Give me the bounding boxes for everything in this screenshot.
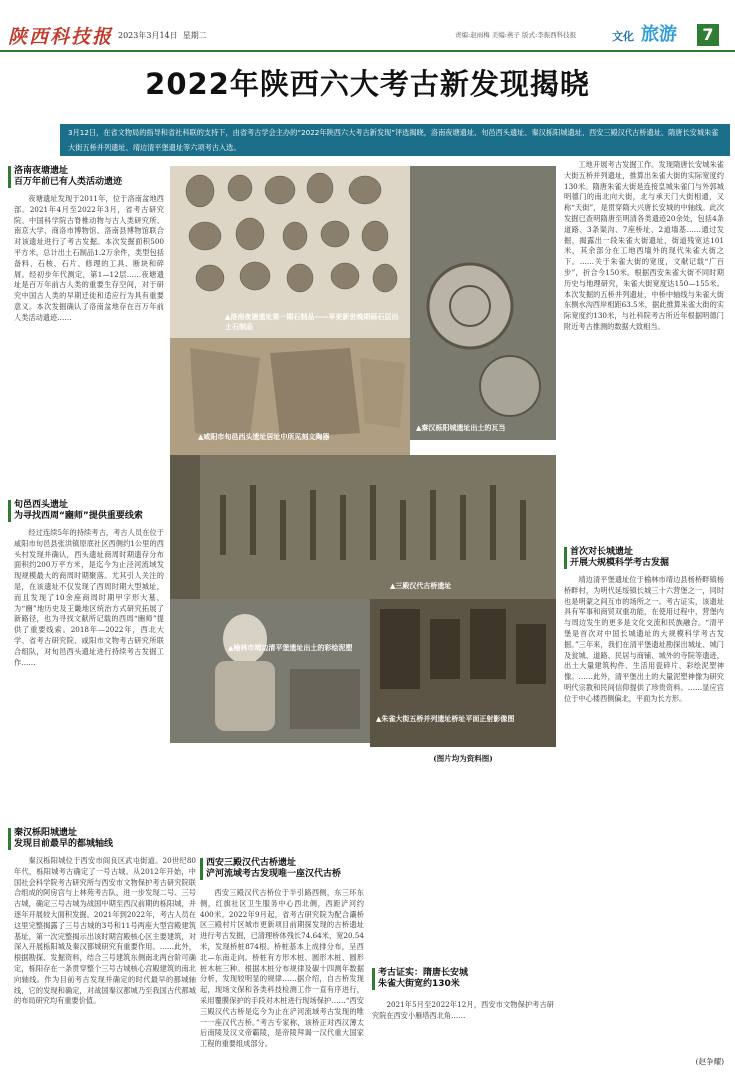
section-title: 西安三殿汉代古桥遗址 — [206, 858, 297, 868]
intro-box: 3月12日，在省文物局的指导和省社科联的支持下，由省考古学会主办的“2022年陕西六大考古新发现”评选揭晓，洛南夜塘遗址、旬邑西头遗址、秦汉栎阳城遗址、西安三殿汉代古桥遗址、隋唐长安城朱雀大街五桥并列遗址、靖边清平堡遗址等六项考古入选。 — [60, 124, 730, 156]
section-subtitle: 百万年前已有人类活动遗迹 — [14, 177, 123, 187]
section-body-qingpingbao: 靖边清平堡遗址位于榆林市靖边县杨桥畔镇杨桥畔村，为明代延绥镇长城三十六营堡之一，同时也是明蒙之间互市的场所之一。考古证实，该遗址具有军事和商贸双重功能，在使用过程中，营堡内与周边发生的更多是文化交流和民族融合。“清平堡是首次对中国长城遗址的大规模科学考古发掘。”三年来，我们在清平堡遗址勘探出城址、城门及瓮城、道路、民居与商铺、城外的寺院等遗迹，出土大量建筑构件、生活用瓷碎片、彩绘泥塑神像。……此外，清平堡出土的大量泥塑神像为研究明代宗教和民间信仰提供了珍贵资料。……显应宫位于中心楼西侧偏北，平面为长方形。 — [564, 575, 724, 703]
section-title: 首次对长城遗址 — [570, 547, 634, 557]
bridge-illustration — [200, 455, 556, 599]
photo-edge — [170, 455, 200, 599]
photo-stone-tools — [170, 166, 410, 338]
dateline — [118, 30, 207, 41]
section-marker — [564, 547, 567, 569]
section-yueyang — [14, 828, 196, 1061]
section-sandian — [206, 858, 366, 880]
header-divider — [0, 50, 735, 52]
byline: (赵争耀) — [695, 1057, 724, 1066]
section-marker — [372, 968, 375, 990]
section-marker — [8, 828, 11, 850]
section-body-sandian: 西安三殿汉代古桥位于半引路西侧，东三环东侧，红旗社区卫生服务中心西北侧，西距浐河约400米。2022年9月起，省考古研究院为配合灞桥区三殿村片区城市更新项目前期探发现的古桥遗址进行考古发掘，已清理桥体残长74.64米，宽20.54米，发现桥桩874根。桥桩基本上成排分布，呈西北—东南走向。桥桩有方形木桩、圆形木桩、圆形桩木桩三种。根据木桩分布规律及碳十四测年数据分析，发现较明显的规律……据介绍，自古桥发现起，现场文保和各类科技检测工作一直有序进行，采用覆膜保护的手段对木桩进行现场保护……“西安三殿汉代古桥是迄今为止在浐河流域考古发现的唯一一座汉代古桥。”考古专家称，该桥正对西汉薄太后南陵及汉文帝霸陵，是帝陵拜谒一汉代重大国家工程的重要组成部分。 — [200, 888, 364, 1049]
editors: 责编:赵雨梅 美编:燕子 版式:李振西科技报 — [455, 31, 577, 39]
section-zhuque — [378, 968, 554, 990]
section-body: 经过连续5年的持续考古，考古人员在位于咸阳市旬邑县张洪镇原底社区西侧约1公里的西头村发现并确认，西头遗址商周时期遗存分布面积约200万平方米，是迄今为止泾河流域发现规模最大的商周时期聚落。尤其引人关注的是，在该遗址不仅发现了西周时期大型城址，而且发现了10余座商周时期甲字形大墓，为“豳”地历史及王畿地区统治方式研究拓展了新路径，也为寻找文献所记载的西周“豳师”提供了重要线索。2018年—2022年，西北大学、省考古研究院、咸阳市文物考古研究所联合组队，对旬邑西头遗址进行持续考古发掘工作…… — [14, 528, 164, 667]
section-title: 考古证实：隋唐长安城 — [378, 968, 469, 978]
section-marker — [200, 858, 203, 880]
caption-statue-wrap — [170, 599, 370, 743]
date: 2023年3月14日 — [118, 31, 178, 40]
section-title: 洛南夜塘遗址 — [14, 166, 69, 176]
zhuque-continued: 工地开展考古发掘工作。发现隋唐长安城朱雀大街五桥并列遗址，推算出朱雀大街的实际宽度约130米。隋唐朱雀大街是连接皇城朱雀门与外郭城明德门的南北向大街，北与承天门大街相通，又称“天街”，是贯穿隋大兴唐长安城的中轴线。此次发掘已查明隋唐至明清各类遗迹20余处，包括4条道路、3条渠沟、7座桥址、2道墙基……通过发掘，揭露出一段朱雀大街遗址，街道残宽达101米，其余部分在工地西墙外的现代朱雀大街之下。……关于朱雀大街的宽度，文献记载“广百步”，折合今150米。根据西安朱雀大街不同时期历史与地理研究，朱雀大街宽度达150—155米。本次发掘的五桥并列遗址，中桥中轴线与朱雀大街东侧水沟西岸相距63.5米，据此推算朱雀大街的实际宽度约130米，与社科院考古所近年根据明德门附近考古推测的数据大致相当。 — [564, 160, 724, 331]
section-body: 秦汉栎阳城位于西安市阎良区武屯街道。20世纪80年代，栎阳城考古确定了一号古城。从2012年开始，中国社会科学院考古研究所与西安市文物保护考古研究院联合组成的阿房宫与上林苑考古队，进一步发现二号、三号古城，确定三号古城为战国中期至西汉前期的栎阳城，并逐年开展较大面积发掘。2021年到2022年，考古人员在这里完整揭露了三号古城的3号和11号两座大型宫殿建筑基址，第一次完整揭示出该时期宫殿核心区主要建筑，对深入开展栎阳城及秦汉都城研究有重要作用。……此外，根据勘探、发掘资料，结合三号建筑东侧南北两台阶可确定，栎阳存在一条贯穿整个三号古城核心宫殿建筑的南北向轴线。作为目前考古发现并确定的时代最早的都城轴线，它的发现和确定，对战国秦汉都城乃至我国古代都城的布局研究均有重要价值。 — [14, 856, 196, 1006]
section-tour: 旅游 — [641, 24, 677, 45]
section-luonan — [14, 166, 164, 502]
photo-bridge — [200, 455, 556, 599]
section-subtitle: 开展大规模科学考古发掘 — [570, 558, 670, 568]
caption-bridge: ▲三殿汉代古桥遗址 — [390, 581, 452, 590]
section-marker — [8, 500, 11, 522]
section-xunyi — [14, 500, 164, 798]
yueyang-continued — [200, 770, 364, 840]
section-subtitle: 浐河流域考古发现唯一座汉代古桥 — [206, 869, 342, 879]
section-subtitle: 朱雀大街宽约130米 — [378, 979, 460, 989]
page-number: 7 — [697, 24, 719, 46]
caption-street: ▲朱雀大街五桥并列遗址桥址平面正射影像图 — [376, 714, 515, 723]
section-body: 夜塘遗址发现于2011年，位于洛南盆地西部。2021年4月至2022年3月，省考古研究院、中国科学院古脊椎动物与古人类研究所、南京大学、商洛市博物馆、洛南县博物馆联合对该遗址进行了考古发掘。本次发掘面积500平方米，总计出土石制品1.2万余件，类型包括备料、石核、石片、修理的工具、断块和碎屑。经初步年代测定，第1—12层……夜塘遗址是百万年前古人类的重要生存空间，对于研究中国古人类的早期迁徙和适应行为具有重要意义。本次发掘确认了洛南盆地存在百万年前人类活动遗迹…… — [14, 194, 164, 322]
section-culture: 文化 — [612, 30, 634, 43]
photo-street — [370, 599, 556, 747]
weekday: 星期二 — [182, 31, 207, 40]
section-subtitle: 发现目前最早的都城轴线 — [14, 839, 114, 849]
masthead: 陕西科技报 — [8, 26, 114, 48]
photo-credit: (图片均为资料图) — [433, 754, 493, 763]
street-illustration — [370, 599, 556, 747]
caption-stone-tools: ▲洛南夜塘遗址第一期石制品——早更新世晚期砾石层出土石制品 — [225, 312, 399, 331]
caption-tiles: ▲秦汉栎阳城遗址出土的瓦当 — [416, 423, 506, 432]
section-title: 秦汉栎阳城遗址 — [14, 828, 78, 838]
photo-pottery — [170, 338, 410, 455]
page-title: 2022年陕西六大考古新发现揭晓 — [145, 67, 590, 101]
section-title: 旬邑西头遗址 — [14, 500, 69, 510]
section-qingpingbao — [570, 547, 724, 569]
section-marker — [8, 166, 11, 188]
caption-pottery: ▲咸阳市旬邑西头遗址居址中所见刻文陶器 — [198, 432, 330, 441]
tile-illustration — [410, 166, 556, 440]
section-body-zhuque: 2021年5月至2022年12月，西安市文物保护考古研究院在西安小雁塔西北角…… — [372, 1000, 554, 1020]
photo-tiles — [410, 166, 556, 440]
caption-statue: ▲榆林市靖边清平堡遗址出土的彩绘泥塑 — [228, 643, 353, 652]
section-subtitle: 为寻找西周“豳师”提供重要线索 — [14, 511, 143, 521]
